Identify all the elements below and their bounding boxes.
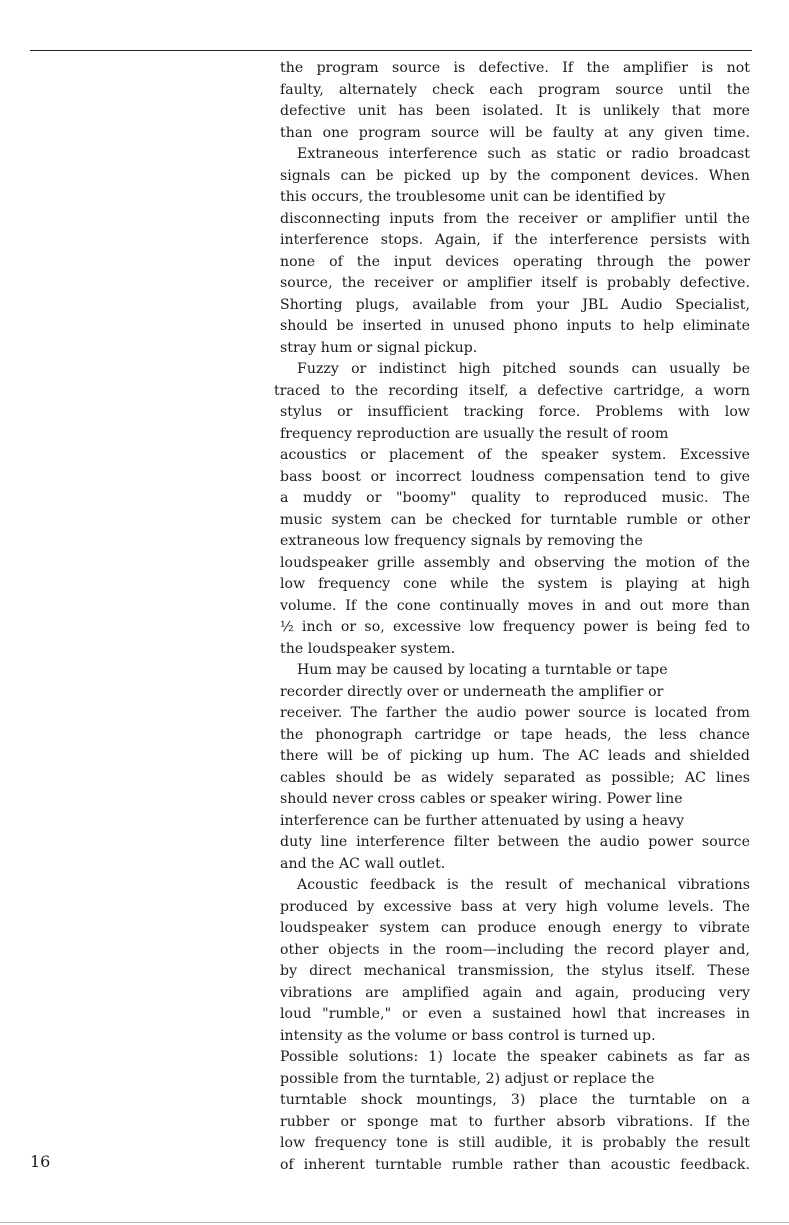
text-line: defective unit has been isolated. It is unlikely that more [280, 103, 750, 119]
text-line: interference stops. Again, if the interference persists with [280, 232, 750, 248]
text-line: stylus or insufficient tracking force. Problems with low [280, 404, 750, 420]
text-line: interference can be further attenuated by using a heavy [280, 812, 685, 829]
text-line: loudspeaker grille assembly and observing the motion of the [280, 554, 750, 571]
text-line: vibrations are amplified again and again, producing very [280, 984, 750, 1001]
text-line: acoustics or placement of the speaker system. Excessive [280, 447, 750, 463]
text-line: low frequency tone is still audible, it is probably the result [280, 1135, 750, 1151]
text-line: loudspeaker system can produce enough energy to vibrate [280, 920, 750, 936]
text-line: intensity as the volume or bass control is turned up. [280, 1027, 656, 1044]
text-line: the program source is defective. If the amplifier is not [280, 60, 750, 76]
text-line: than one program source will be faulty at any given time. [280, 124, 750, 141]
text-line: Possible solutions: 1) locate the speaker cabinets as far as [280, 1049, 750, 1065]
text-line: the phonograph cartridge or tape heads, the less chance [280, 726, 750, 743]
text-line: cables should be as widely separated as possible; AC lines [280, 769, 750, 786]
text-line: rubber or sponge mat to further absorb vibrations. If the [280, 1113, 750, 1130]
paragraph-first-line: Extraneous interference such as static or radio broadcast [297, 146, 750, 162]
text-line: and the AC wall outlet. [280, 855, 446, 872]
text-line: signals can be picked up by the component devices. When [280, 167, 750, 184]
text-line: there will be of picking up hum. The AC leads and shielded [280, 748, 750, 764]
text-line: should be inserted in unused phono inputs to help eliminate [280, 318, 750, 334]
text-line: the loudspeaker system. [280, 640, 456, 657]
text-line: frequency reproduction are usually the result of room [280, 425, 669, 442]
text-line: a muddy or "boomy" quality to reproduced music. The [280, 490, 750, 506]
bottom-edge-rule [0, 1222, 789, 1223]
text-line: this occurs, the troublesome unit can be identified by [280, 189, 666, 205]
text-line: duty line interference filter between the audio power source [280, 834, 750, 850]
text-line: low frequency cone while the system is playing at high [280, 576, 750, 592]
text-line: ½ inch or so, excessive low frequency power is being fed to [280, 619, 750, 635]
text-line: produced by excessive bass at very high volume levels. The [280, 898, 750, 915]
paragraph-first-line: Hum may be caused by locating a turntable or tape [297, 662, 668, 678]
text-line: extraneous low frequency signals by removing the [280, 533, 643, 549]
text-line: recorder directly over or underneath the amplifier or [280, 683, 664, 700]
text-line: source, the receiver or amplifier itself is probably defective. [280, 275, 750, 291]
text-line: by direct mechanical transmission, the stylus itself. These [280, 963, 750, 979]
text-line: none of the input devices operating through the power [280, 253, 750, 270]
text-line: of inherent turntable rumble rather than acoustic feedback. [280, 1156, 750, 1173]
text-line: traced to the recording itself, a defective cartridge, a worn [274, 382, 750, 399]
text-line: faulty, alternately check each program source until the [280, 81, 750, 98]
text-line: music system can be checked for turntable rumble or other [280, 511, 750, 528]
paragraph-first-line: Acoustic feedback is the result of mechanical vibrations [297, 877, 750, 893]
text-line: possible from the turntable, 2) adjust or replace the [280, 1070, 655, 1087]
text-line: other objects in the room—including the record player and, [280, 941, 750, 958]
text-line: loud "rumble," or even a sustained howl that increases in [280, 1006, 750, 1022]
text-line: turntable shock mountings, 3) place the turntable on a [280, 1092, 750, 1108]
text-line: bass boost or incorrect loudness compensation tend to give [280, 468, 750, 485]
body-text-column [274, 58, 750, 1176]
page-number: 16 [30, 1152, 51, 1171]
text-line: stray hum or signal pickup. [280, 339, 478, 356]
text-line: receiver. The farther the audio power source is located from [280, 705, 750, 721]
text-line: should never cross cables or speaker wiring. Power line [280, 791, 683, 807]
header-rule [30, 50, 752, 51]
text-line: disconnecting inputs from the receiver or amplifier until the [280, 210, 750, 227]
text-line: volume. If the cone continually moves in and out more than [280, 597, 750, 614]
paragraph-first-line: Fuzzy or indistinct high pitched sounds can usually be [297, 361, 750, 377]
text-line: Shorting plugs, available from your JBL Audio Specialist, [280, 296, 750, 313]
